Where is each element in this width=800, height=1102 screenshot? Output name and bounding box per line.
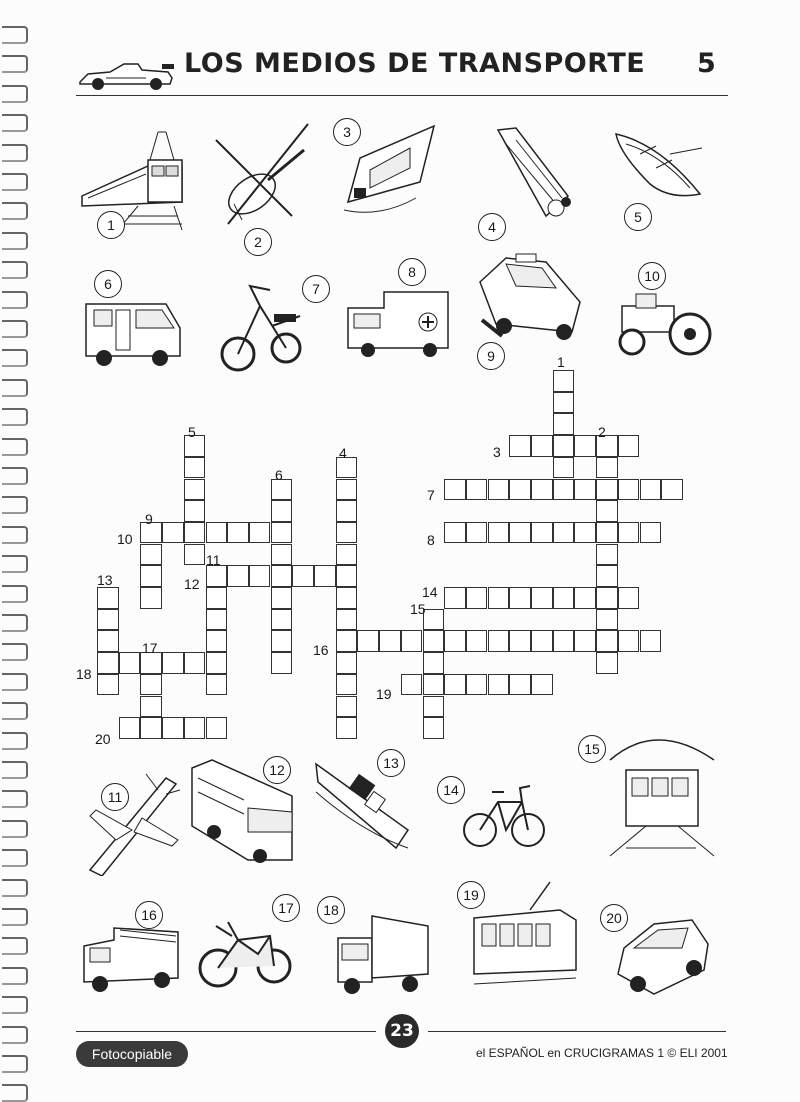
crossword-cell[interactable]	[314, 565, 336, 587]
crossword-cell[interactable]	[444, 630, 466, 652]
clue-number-8: 8	[427, 532, 435, 548]
crossword-cell[interactable]	[596, 457, 618, 479]
crossword-cell[interactable]	[444, 522, 466, 544]
spiral-loop	[2, 790, 28, 808]
spiral-loop	[2, 996, 28, 1014]
picture-number-14: 14	[437, 776, 465, 804]
crossword-cell[interactable]	[206, 587, 228, 609]
crossword-cell[interactable]	[596, 609, 618, 631]
spiral-loop	[2, 967, 28, 985]
crossword-cell[interactable]	[336, 674, 358, 696]
crossword-cell[interactable]	[249, 522, 271, 544]
picture-number-17: 17	[272, 894, 300, 922]
crossword-cell[interactable]	[423, 717, 445, 739]
crossword-cell[interactable]	[206, 674, 228, 696]
crossword-cell[interactable]	[227, 522, 249, 544]
crossword-cell[interactable]	[336, 652, 358, 674]
crossword-cell[interactable]	[640, 479, 662, 501]
crossword-cell[interactable]	[357, 630, 379, 652]
spiral-loop	[2, 526, 28, 544]
picture-number-11: 11	[101, 783, 129, 811]
crossword-cell[interactable]	[509, 587, 531, 609]
spiral-loop	[2, 1084, 28, 1102]
footer-divider-right	[428, 1031, 726, 1032]
crossword-cell[interactable]	[140, 587, 162, 609]
crossword-cell[interactable]	[574, 587, 596, 609]
clue-number-15: 15	[410, 601, 426, 617]
crossword-cell[interactable]	[119, 717, 141, 739]
crossword-cell[interactable]	[162, 652, 184, 674]
clue-number-9: 9	[145, 511, 153, 527]
spiral-loop	[2, 26, 28, 44]
crossword-cell[interactable]	[574, 522, 596, 544]
crossword-cell[interactable]	[184, 544, 206, 566]
spiral-loop	[2, 643, 28, 661]
spiral-loop	[2, 173, 28, 191]
picture-number-4: 4	[478, 213, 506, 241]
crossword-cell[interactable]	[574, 479, 596, 501]
crossword-cell[interactable]	[97, 587, 119, 609]
crossword-cell[interactable]	[553, 392, 575, 414]
picture-number-9: 9	[477, 342, 505, 370]
page-number: 23	[385, 1014, 419, 1048]
page-title: LOS MEDIOS DE TRANSPORTE	[184, 48, 646, 79]
picture-number-12: 12	[263, 756, 291, 784]
crossword-cell[interactable]	[271, 500, 293, 522]
crossword-cell[interactable]	[509, 435, 531, 457]
crossword-cell[interactable]	[423, 674, 445, 696]
clue-number-13: 13	[97, 572, 113, 588]
crossword-cell[interactable]	[271, 630, 293, 652]
crossword-cell[interactable]	[488, 630, 510, 652]
picture-number-7: 7	[302, 275, 330, 303]
spiral-loop	[2, 908, 28, 926]
crossword-cell[interactable]	[488, 674, 510, 696]
crossword-cell[interactable]	[423, 630, 445, 652]
crossword-cell[interactable]	[206, 652, 228, 674]
spiral-loop	[2, 232, 28, 250]
crossword-cell[interactable]	[553, 457, 575, 479]
crossword-cell[interactable]	[640, 630, 662, 652]
spiral-loop	[2, 144, 28, 162]
spiral-loop	[2, 702, 28, 720]
car-icon	[614, 904, 710, 1000]
publisher-credit: el ESPAÑOL en CRUCIGRAMAS 1 © ELI 2001	[476, 1046, 728, 1060]
clue-number-6: 6	[275, 467, 283, 483]
crossword-cell[interactable]	[531, 674, 553, 696]
spiral-loop	[2, 202, 28, 220]
picture-number-10: 10	[638, 262, 666, 290]
crossword-cell[interactable]	[553, 435, 575, 457]
crossword-cell[interactable]	[271, 544, 293, 566]
crossword-cell[interactable]	[618, 435, 640, 457]
spiral-loop	[2, 291, 28, 309]
crossword-cell[interactable]	[401, 630, 423, 652]
crossword-cell[interactable]	[97, 630, 119, 652]
spiral-loop	[2, 732, 28, 750]
clue-number-16: 16	[313, 642, 329, 658]
crossword-cell[interactable]	[618, 522, 640, 544]
crossword-cell[interactable]	[553, 413, 575, 435]
crossword-cell[interactable]	[336, 587, 358, 609]
crossword-cell[interactable]	[97, 652, 119, 674]
picture-number-1: 1	[97, 211, 125, 239]
picture-number-6: 6	[94, 270, 122, 298]
clue-number-3: 3	[493, 444, 501, 460]
crossword-cell[interactable]	[336, 479, 358, 501]
clue-number-11: 11	[206, 552, 221, 568]
crossword-cell[interactable]	[596, 522, 618, 544]
clue-number-17: 17	[142, 640, 158, 656]
picture-number-18: 18	[317, 896, 345, 924]
crossword-cell[interactable]	[140, 696, 162, 718]
spiral-loop	[2, 849, 28, 867]
crossword-cell[interactable]	[271, 609, 293, 631]
crossword-cell[interactable]	[531, 479, 553, 501]
crossword-cell[interactable]	[596, 544, 618, 566]
crossword-cell[interactable]	[140, 565, 162, 587]
rowboat-icon	[610, 124, 706, 204]
crossword-cell[interactable]	[466, 587, 488, 609]
truck-icon	[334, 912, 432, 998]
picture-number-19: 19	[457, 881, 485, 909]
crossword-cell[interactable]	[206, 522, 228, 544]
spiral-loop	[2, 1055, 28, 1073]
crossword-cell[interactable]	[509, 522, 531, 544]
spiral-loop	[2, 673, 28, 691]
clue-number-5: 5	[188, 424, 196, 440]
photocopiable-badge: Fotocopiable	[76, 1041, 188, 1067]
crossword-cell[interactable]	[618, 479, 640, 501]
clue-number-1: 1	[557, 354, 565, 370]
crossword-cell[interactable]	[271, 587, 293, 609]
crossword-cell[interactable]	[618, 587, 640, 609]
crossword-cell[interactable]	[553, 587, 575, 609]
crossword-cell[interactable]	[574, 435, 596, 457]
crossword-cell[interactable]	[162, 717, 184, 739]
clue-number-10: 10	[117, 531, 133, 547]
taxi-icon	[476, 252, 586, 340]
crossword-cell[interactable]	[271, 522, 293, 544]
crossword-cell[interactable]	[640, 522, 662, 544]
spiral-loop	[2, 879, 28, 897]
clue-number-19: 19	[376, 686, 392, 702]
crossword-cell[interactable]	[466, 479, 488, 501]
clue-number-14: 14	[422, 584, 438, 600]
crossword-cell[interactable]	[531, 435, 553, 457]
clue-number-2: 2	[598, 424, 606, 440]
train-icon	[78, 126, 188, 230]
crossword-cell[interactable]	[466, 522, 488, 544]
crossword-cell[interactable]	[162, 522, 184, 544]
crossword-cell[interactable]	[596, 500, 618, 522]
crossword-cell[interactable]	[379, 630, 401, 652]
spiral-loop	[2, 438, 28, 456]
picture-number-15: 15	[578, 735, 606, 763]
crossword-cell[interactable]	[596, 565, 618, 587]
picture-number-20: 20	[600, 904, 628, 932]
spiral-loop	[2, 379, 28, 397]
crossword-cell[interactable]	[249, 565, 271, 587]
spiral-loop	[2, 408, 28, 426]
bicycle-icon	[462, 778, 546, 854]
spiral-binding	[0, 0, 30, 1101]
van-icon	[80, 294, 184, 370]
tractor-icon	[612, 292, 712, 358]
spiral-loop	[2, 55, 28, 73]
crossword-cell[interactable]	[423, 696, 445, 718]
helicopter-icon	[212, 120, 312, 226]
picture-number-5: 5	[624, 203, 652, 231]
race-car-icon	[76, 56, 176, 92]
crossword-cell[interactable]	[206, 717, 228, 739]
crossword-cell[interactable]	[140, 544, 162, 566]
header-divider	[76, 95, 728, 96]
crossword-cell[interactable]	[206, 565, 228, 587]
spiral-loop	[2, 820, 28, 838]
crossword-cell[interactable]	[184, 500, 206, 522]
crossword-cell[interactable]	[466, 674, 488, 696]
crossword-cell[interactable]	[336, 696, 358, 718]
spiral-loop	[2, 496, 28, 514]
crossword-cell[interactable]	[444, 674, 466, 696]
crossword-cell[interactable]	[531, 587, 553, 609]
crossword-cell[interactable]	[553, 370, 575, 392]
crossword-cell[interactable]	[336, 717, 358, 739]
crossword-cell[interactable]	[184, 652, 206, 674]
airplane-icon	[86, 770, 182, 876]
crossword-cell[interactable]	[292, 565, 314, 587]
crossword-cell[interactable]	[206, 609, 228, 631]
crossword-cell[interactable]	[336, 565, 358, 587]
crossword-cell[interactable]	[336, 522, 358, 544]
crossword-cell[interactable]	[119, 652, 141, 674]
crossword-cell[interactable]	[531, 522, 553, 544]
crossword-cell[interactable]	[206, 630, 228, 652]
crossword-cell[interactable]	[618, 630, 640, 652]
spiral-loop	[2, 555, 28, 573]
spiral-loop	[2, 1026, 28, 1044]
crossword-cell[interactable]	[140, 674, 162, 696]
crossword-cell[interactable]	[661, 479, 683, 501]
spiral-loop	[2, 114, 28, 132]
crossword-cell[interactable]	[97, 674, 119, 696]
unit-number: 5	[697, 48, 716, 79]
crossword-cell[interactable]	[184, 479, 206, 501]
crossword-cell[interactable]	[553, 522, 575, 544]
crossword-cell[interactable]	[596, 630, 618, 652]
crossword-cell[interactable]	[553, 479, 575, 501]
clue-number-12: 12	[184, 576, 200, 592]
picture-number-13: 13	[377, 749, 405, 777]
spiral-loop	[2, 85, 28, 103]
crossword-cell[interactable]	[531, 630, 553, 652]
crossword-cell[interactable]	[336, 630, 358, 652]
tram-icon	[470, 880, 580, 986]
rocket-icon	[486, 124, 576, 224]
clue-number-7: 7	[427, 487, 435, 503]
crossword-cell[interactable]	[140, 717, 162, 739]
crossword-cell[interactable]	[227, 565, 249, 587]
crossword-cell[interactable]	[553, 630, 575, 652]
crossword-cell[interactable]	[596, 587, 618, 609]
crossword-cell[interactable]	[336, 609, 358, 631]
crossword-cell[interactable]	[97, 609, 119, 631]
crossword-cell[interactable]	[488, 522, 510, 544]
crossword-cell[interactable]	[596, 652, 618, 674]
spiral-loop	[2, 761, 28, 779]
spiral-loop	[2, 585, 28, 603]
spiral-loop	[2, 467, 28, 485]
fire-truck-icon	[80, 916, 182, 996]
spiral-loop	[2, 320, 28, 338]
spiral-loop	[2, 614, 28, 632]
metro-icon	[606, 730, 716, 858]
picture-number-8: 8	[398, 258, 426, 286]
crossword-cell[interactable]	[466, 630, 488, 652]
spiral-loop	[2, 349, 28, 367]
clue-number-18: 18	[76, 666, 92, 682]
crossword-cell[interactable]	[423, 652, 445, 674]
crossword-cell[interactable]	[336, 500, 358, 522]
ambulance-icon	[344, 286, 452, 362]
clue-number-20: 20	[95, 731, 111, 747]
spiral-loop	[2, 261, 28, 279]
crossword-cell[interactable]	[488, 479, 510, 501]
crossword-cell[interactable]	[271, 565, 293, 587]
crossword-cell[interactable]	[509, 479, 531, 501]
clue-number-4: 4	[339, 445, 347, 461]
picture-number-2: 2	[244, 228, 272, 256]
crossword-cell[interactable]	[184, 522, 206, 544]
crossword-cell[interactable]	[509, 674, 531, 696]
crossword-cell[interactable]	[444, 587, 466, 609]
picture-number-3: 3	[333, 118, 361, 146]
crossword-cell[interactable]	[444, 479, 466, 501]
crossword-cell[interactable]	[596, 479, 618, 501]
footer-divider-left	[76, 1031, 376, 1032]
crossword-cell[interactable]	[184, 457, 206, 479]
spiral-loop	[2, 937, 28, 955]
crossword-cell[interactable]	[401, 674, 423, 696]
crossword-cell[interactable]	[184, 717, 206, 739]
crossword-cell[interactable]	[271, 652, 293, 674]
moped-icon	[220, 276, 306, 376]
crossword-cell[interactable]	[336, 544, 358, 566]
crossword-cell[interactable]	[488, 587, 510, 609]
crossword-cell[interactable]	[509, 630, 531, 652]
crossword-cell[interactable]	[574, 630, 596, 652]
picture-number-16: 16	[135, 901, 163, 929]
